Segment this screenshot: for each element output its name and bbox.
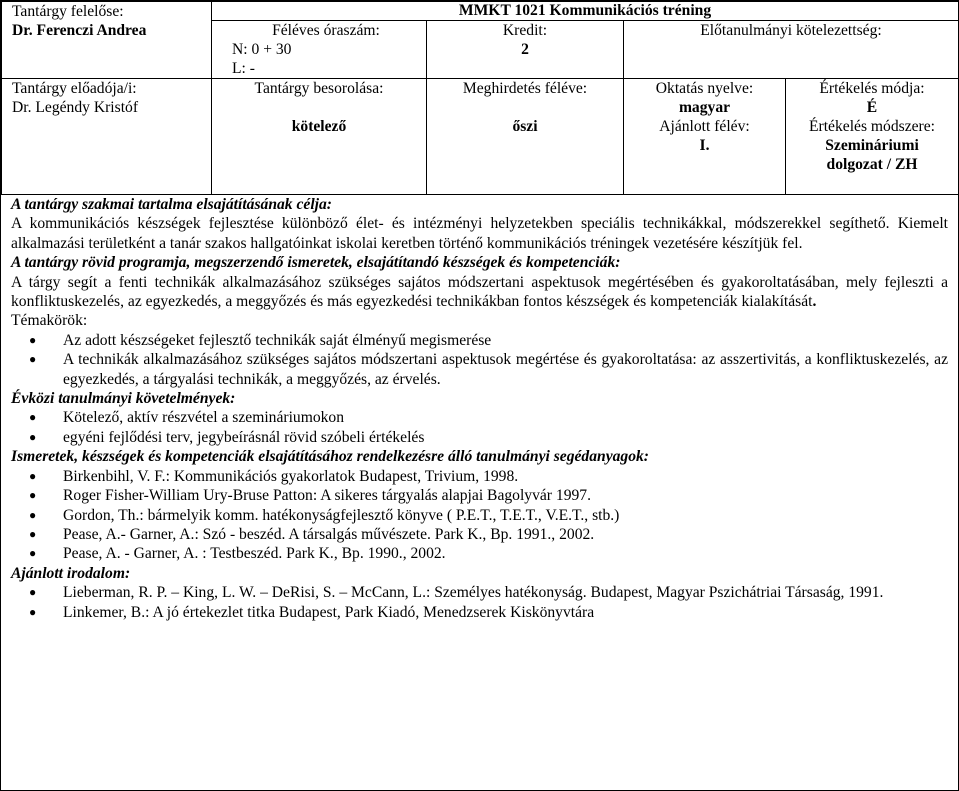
recommended-reading-heading: Ajánlott irodalom: (11, 564, 131, 582)
hours-l: L: - (232, 60, 255, 77)
topics-label: Témakörök: (11, 312, 88, 330)
hours-cell (212, 21, 427, 79)
list-item: ● Pease, A. - Garner, A. : Testbeszéd. Park K., Bp. 1990., 2002. (29, 545, 446, 563)
classification-cell (212, 79, 427, 195)
recommended-reading-list (11, 583, 948, 622)
evaluation-label: Értékelés módja: (819, 80, 925, 97)
semester-cell (427, 79, 624, 195)
evaluation-method-value-2: dolgozat / ZH (826, 156, 918, 173)
materials-list (11, 467, 948, 564)
bullet-icon: ● (29, 429, 37, 444)
list-item: ● Lieberman, R. P. – King, L. W. – DeRisi, S. – McCann, L.: Személyes hatékonyság. Budapest, Magyar Pszichátriai Társaság, 1991. (29, 584, 884, 602)
hours-n: N: 0 + 30 (232, 41, 292, 58)
program-text-body: A tárgy segít a fenti technikák alkalmazásához szükséges sajátos módszertani aspektusok megértésében és gyakoroltatásában, mely fejleszti a konfliktuskezelés, az egyezkedés, a meggyőzés és más egyezkedési technikákban fontos készségek és kompetenciák kialakítását (11, 273, 948, 311)
list-item: ● Birkenbihl, V. F.: Kommunikációs gyakorlatok Budapest, Trivium, 1998. (29, 467, 519, 485)
list-item: ● Pease, A.- Garner, A.: Szó - beszéd. A társalgás művészete. Park K., Bp. 1991., 2002. (29, 525, 595, 543)
bullet-icon: ● (29, 585, 37, 600)
responsible-cell (2, 2, 212, 79)
lecturer-cell (2, 79, 212, 195)
list-item: ● egyéni fejlődési terv, jegybeírásnál rövid szóbeli értékelés (29, 428, 425, 446)
bullet-icon: ● (29, 352, 37, 367)
program-heading: A tantárgy rövid programja, megszerzendő ismeretek, elsajátítandó készségek és kompetenciák: (11, 254, 621, 272)
goal-heading: A tantárgy szakmai tartalma elsajátításának célja: (11, 196, 332, 213)
bullet-icon: ● (29, 526, 37, 541)
bullet-icon: ● (29, 604, 37, 619)
bullet-icon: ● (29, 488, 37, 503)
goal-text: A kommunikációs készségek fejlesztése különböző élet- és intézményi helyzetekben speciális technikákkal, módszerekkel segíthető. Kiemelt alkalmazási területként a tanár szakos hallgatóinkat iskolai keretben történő kommunikációs tréningek vezetésére készítjük fel. (11, 215, 948, 252)
bullet-icon: ● (29, 468, 37, 483)
materials-heading: Ismeretek, készségek és kompetenciák elsajátításához rendelkezésre álló tanulmányi segédanyagok: (11, 448, 649, 466)
language-value: magyar (678, 99, 731, 116)
language-label: Oktatás nyelve: (655, 80, 754, 97)
bullet-icon: ● (29, 507, 37, 522)
responsible-name: Dr. Ferenczi Andrea (12, 22, 147, 39)
list-item: ● Linkemer, B.: A jó értekezlet titka Budapest, Park Kiadó, Menedzserek Kiskönyvtára (29, 603, 595, 621)
credit-cell (427, 21, 624, 79)
list-item: ● Az adott készségeket fejlesztő technikák saját élményű megismerése (29, 331, 492, 349)
bullet-icon: ● (29, 546, 37, 561)
list-item: ● Roger Fisher-William Ury-Bruse Patton: A sikeres tárgyalás alapjai Bagolyvár 1997. (29, 487, 591, 505)
hours-label: Féléves óraszám: (272, 22, 380, 39)
semester-value: őszi (512, 118, 538, 135)
responsible-label: Tantárgy felelőse: (12, 3, 124, 20)
requirements-heading: Évközi tanulmányi követelmények: (11, 390, 236, 408)
classification-label: Tantárgy besorolása: (254, 80, 384, 97)
lecturer-name: Dr. Legéndy Kristóf (12, 99, 139, 116)
list-item: ● Gordon, Th.: bármelyik komm. hatékonyságfejlesztő könyve ( P.E.T., T.E.T., V.E.T., stb.) (29, 506, 620, 524)
prereq-cell (624, 21, 959, 79)
credit-value: 2 (521, 41, 529, 58)
recommended-semester-label: Ajánlott félév: (659, 118, 750, 135)
program-text-end: . (812, 293, 817, 311)
program-text (11, 273, 948, 312)
evaluation-method-value-1: Szemináriumi (825, 137, 919, 154)
evaluation-value: É (866, 99, 878, 116)
bullet-icon: ● (29, 332, 37, 347)
course-title: MMKT 1021 Kommunikációs tréning (212, 2, 959, 21)
recommended-semester-value: I. (699, 137, 710, 154)
language-cell (624, 79, 786, 195)
lecturer-label: Tantárgy előadója/i: (12, 80, 137, 97)
credit-label: Kredit: (502, 22, 548, 39)
semester-label: Meghirdetés féléve: (462, 80, 588, 97)
course-header-table (1, 1, 959, 195)
prereq-label: Előtanulmányi kötelezettség: (700, 22, 882, 39)
bullet-icon: ● (29, 410, 37, 425)
list-item: ● Kötelező, aktív részvétel a szemináriumokon (29, 409, 345, 427)
requirements-list (11, 408, 948, 447)
evaluation-cell (786, 79, 959, 195)
classification-value: kötelező (291, 118, 347, 135)
topics-list (11, 331, 948, 389)
course-description (1, 195, 958, 622)
evaluation-method-label: Értékelés módszere: (809, 118, 935, 135)
list-item: ● A technikák alkalmazásához szükséges sajátos módszertani aspektusok megértése és gyakoroltatása: az asszertivitás, a konfliktuskezelés, az egyezkedés, a tárgyalási technikák, a meggyőzés, az érvelés. (29, 351, 948, 388)
